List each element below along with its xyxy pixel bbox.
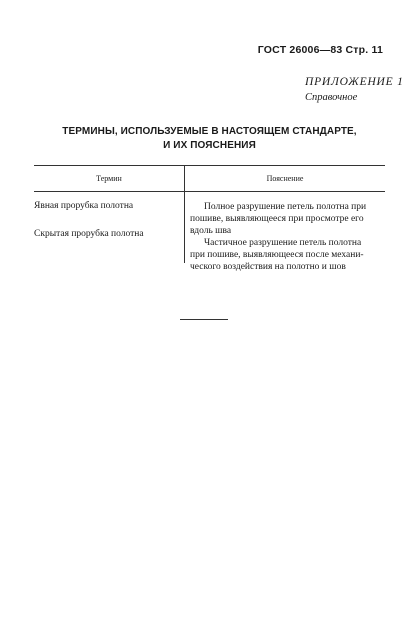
table-header-rule xyxy=(34,191,385,192)
appendix-label xyxy=(305,75,404,105)
appendix-title: ПРИЛОЖЕНИЕ 1 xyxy=(305,76,404,88)
column-header-term: Термин xyxy=(96,174,122,183)
explanation-line: Полное разрушение петель полотна при xyxy=(204,202,367,212)
document-title-line-2: И ИХ ПОЯСНЕНИЯ xyxy=(163,140,256,151)
table-row-1-explanation xyxy=(190,201,384,237)
explanation-line: пошиве, выявляющееся при просмотре его xyxy=(190,214,364,224)
explanation-line: Частичное разрушение петель полотна xyxy=(204,238,362,248)
table-row-1-term: Явная прорубка полотна xyxy=(34,201,134,211)
document-title xyxy=(40,125,379,153)
end-of-section-rule xyxy=(180,319,228,320)
table-row-2-explanation xyxy=(190,237,384,273)
explanation-line: вдоль шва xyxy=(190,226,232,236)
explanation-line: при пошиве, выявляющееся после механи- xyxy=(190,250,364,260)
explanation-line: ческого воздействия на полотно и шов xyxy=(190,262,346,272)
column-header-explanation: Пояснение xyxy=(266,174,304,183)
document-title-line-1: ТЕРМИНЫ, ИСПОЛЬЗУЕМЫЕ В НАСТОЯЩЕМ СТАНДАРТЕ, xyxy=(62,126,357,137)
running-head: ГОСТ 26006—83 Стр. 11 xyxy=(257,44,383,56)
table-top-rule xyxy=(34,165,385,166)
appendix-subtitle: Справочное xyxy=(305,92,358,103)
table-row-2-term: Скрытая прорубка полотна xyxy=(34,229,144,239)
